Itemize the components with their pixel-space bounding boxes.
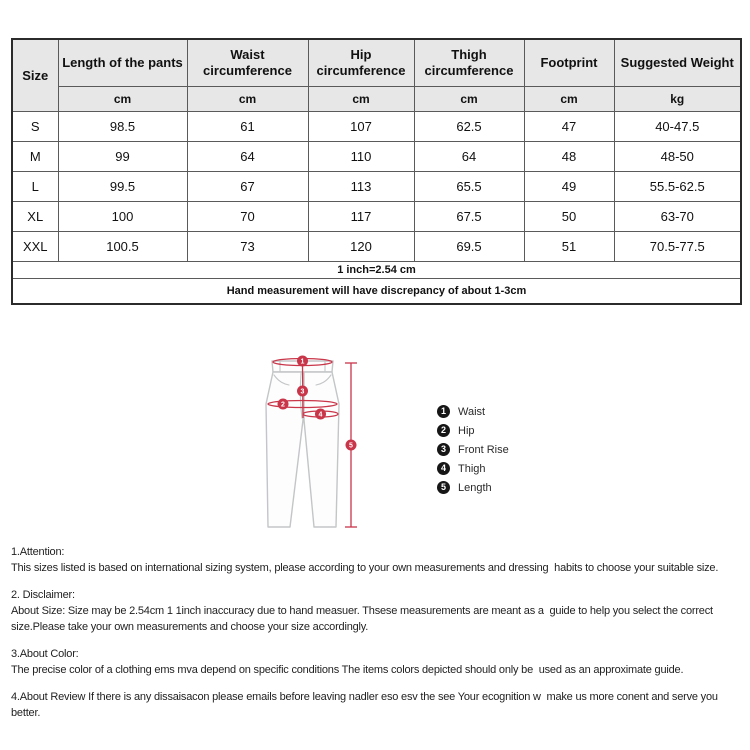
value-cell: 62.5 [414,112,524,142]
marker-2-number: 2 [281,401,285,409]
column-header-weight: Suggested Weight [614,39,741,87]
value-cell: 48-50 [614,142,741,172]
legend-label: Length [458,481,492,494]
value-cell: 100 [58,202,187,232]
value-cell: 100.5 [58,232,187,262]
value-cell: 67 [187,172,308,202]
section-attention [11,544,743,576]
legend-marker-icon: 4 [437,462,450,475]
legend-label: Thigh [458,462,486,475]
table-row-m [12,142,741,172]
unit-cell: kg [614,87,741,112]
section-body: This sizes listed is based on international sizing system, please according to your own measurements and dressing habits to choose your suitable size. [11,562,719,574]
value-cell: 40-47.5 [614,112,741,142]
value-cell: 49 [524,172,614,202]
value-cell: 120 [308,232,414,262]
legend-item-length [437,478,509,497]
table-row-l [12,172,741,202]
value-cell: 51 [524,232,614,262]
section-title: 1.Attention: [11,546,65,558]
column-header-footprint: Footprint [524,39,614,87]
legend-marker-icon: 5 [437,481,450,494]
unit-cell: cm [187,87,308,112]
marker-4-number: 4 [318,411,323,419]
value-cell: 61 [187,112,308,142]
unit-cell: cm [414,87,524,112]
column-header-hip: Hip circumference [308,39,414,87]
value-cell: 55.5-62.5 [614,172,741,202]
size-cell: M [12,142,58,172]
table-row-xl [12,202,741,232]
value-cell: 113 [308,172,414,202]
value-cell: 47 [524,112,614,142]
legend-marker-icon: 3 [437,443,450,456]
pants-right-leg [304,372,339,527]
table-header-row [12,39,741,87]
inch-conversion-note: 1 inch=2.54 cm [12,262,741,279]
marker-3-number: 3 [300,388,305,396]
section-disclaimer [11,587,743,635]
measurement-discrepancy-note: Hand measurement will have discrepancy of about 1-3cm [12,279,741,305]
value-cell: 48 [524,142,614,172]
legend-marker-icon: 1 [437,405,450,418]
legend-label: Front Rise [458,443,509,456]
size-cell: L [12,172,58,202]
section-about-color [11,646,743,678]
value-cell: 110 [308,142,414,172]
unit-cell: cm [58,87,187,112]
value-cell: 98.5 [58,112,187,142]
column-header-length: Length of the pants [58,39,187,87]
size-cell: S [12,112,58,142]
value-cell: 73 [187,232,308,262]
section-title-inline: 4.About Review [11,691,86,703]
value-cell: 70.5-77.5 [614,232,741,262]
legend-item-thigh [437,459,509,478]
section-body [11,689,743,721]
size-cell: XXL [12,232,58,262]
column-header-thigh: Thigh circumference [414,39,524,87]
pants-measurement-diagram [250,342,380,542]
legend-label: Waist [458,405,486,418]
value-cell: 67.5 [414,202,524,232]
size-cell: XL [12,202,58,232]
section-title: 3.About Color: [11,648,79,660]
value-cell: 99.5 [58,172,187,202]
measurement-legend [437,402,509,497]
table-units-row [12,87,741,112]
legend-item-waist [437,402,509,421]
pants-left-leg [266,372,303,527]
unit-cell: cm [308,87,414,112]
value-cell: 70 [187,202,308,232]
value-cell: 117 [308,202,414,232]
info-sections [11,544,743,732]
table-note-row [12,262,741,279]
size-table [11,38,742,305]
column-header-waist: Waist circumference [187,39,308,87]
table-note-row [12,279,741,305]
unit-cell: cm [524,87,614,112]
marker-1-number: 1 [300,358,305,366]
legend-item-hip [437,421,509,440]
value-cell: 65.5 [414,172,524,202]
marker-5-number: 5 [349,442,353,450]
column-header-size: Size [12,39,58,112]
section-title: 2. Disclaimer: [11,589,75,601]
value-cell: 50 [524,202,614,232]
section-body: About Size: Size may be 2.54cm 1 1inch inaccuracy due to hand measuer. Thsese measurements are meant as a guide to help you select the correct size.Please take your own measurements and choose your size accordingly. [11,605,716,633]
value-cell: 64 [187,142,308,172]
section-about-review [11,689,743,721]
legend-marker-icon: 2 [437,424,450,437]
legend-item-front-rise [437,440,509,459]
value-cell: 63-70 [614,202,741,232]
value-cell: 69.5 [414,232,524,262]
legend-label: Hip [458,424,475,437]
value-cell: 107 [308,112,414,142]
value-cell: 64 [414,142,524,172]
value-cell: 99 [58,142,187,172]
table-row-xxl [12,232,741,262]
section-body: The precise color of a clothing ems mva depend on specific conditions The items colors depicted should only be used as an approximate guide. [11,664,684,676]
section-body-text: If there is any dissaisacon please emails before leaving nadler eso esv the see Your ecognition w make us more conent and serve you better. [11,691,721,719]
table-row-s [12,112,741,142]
